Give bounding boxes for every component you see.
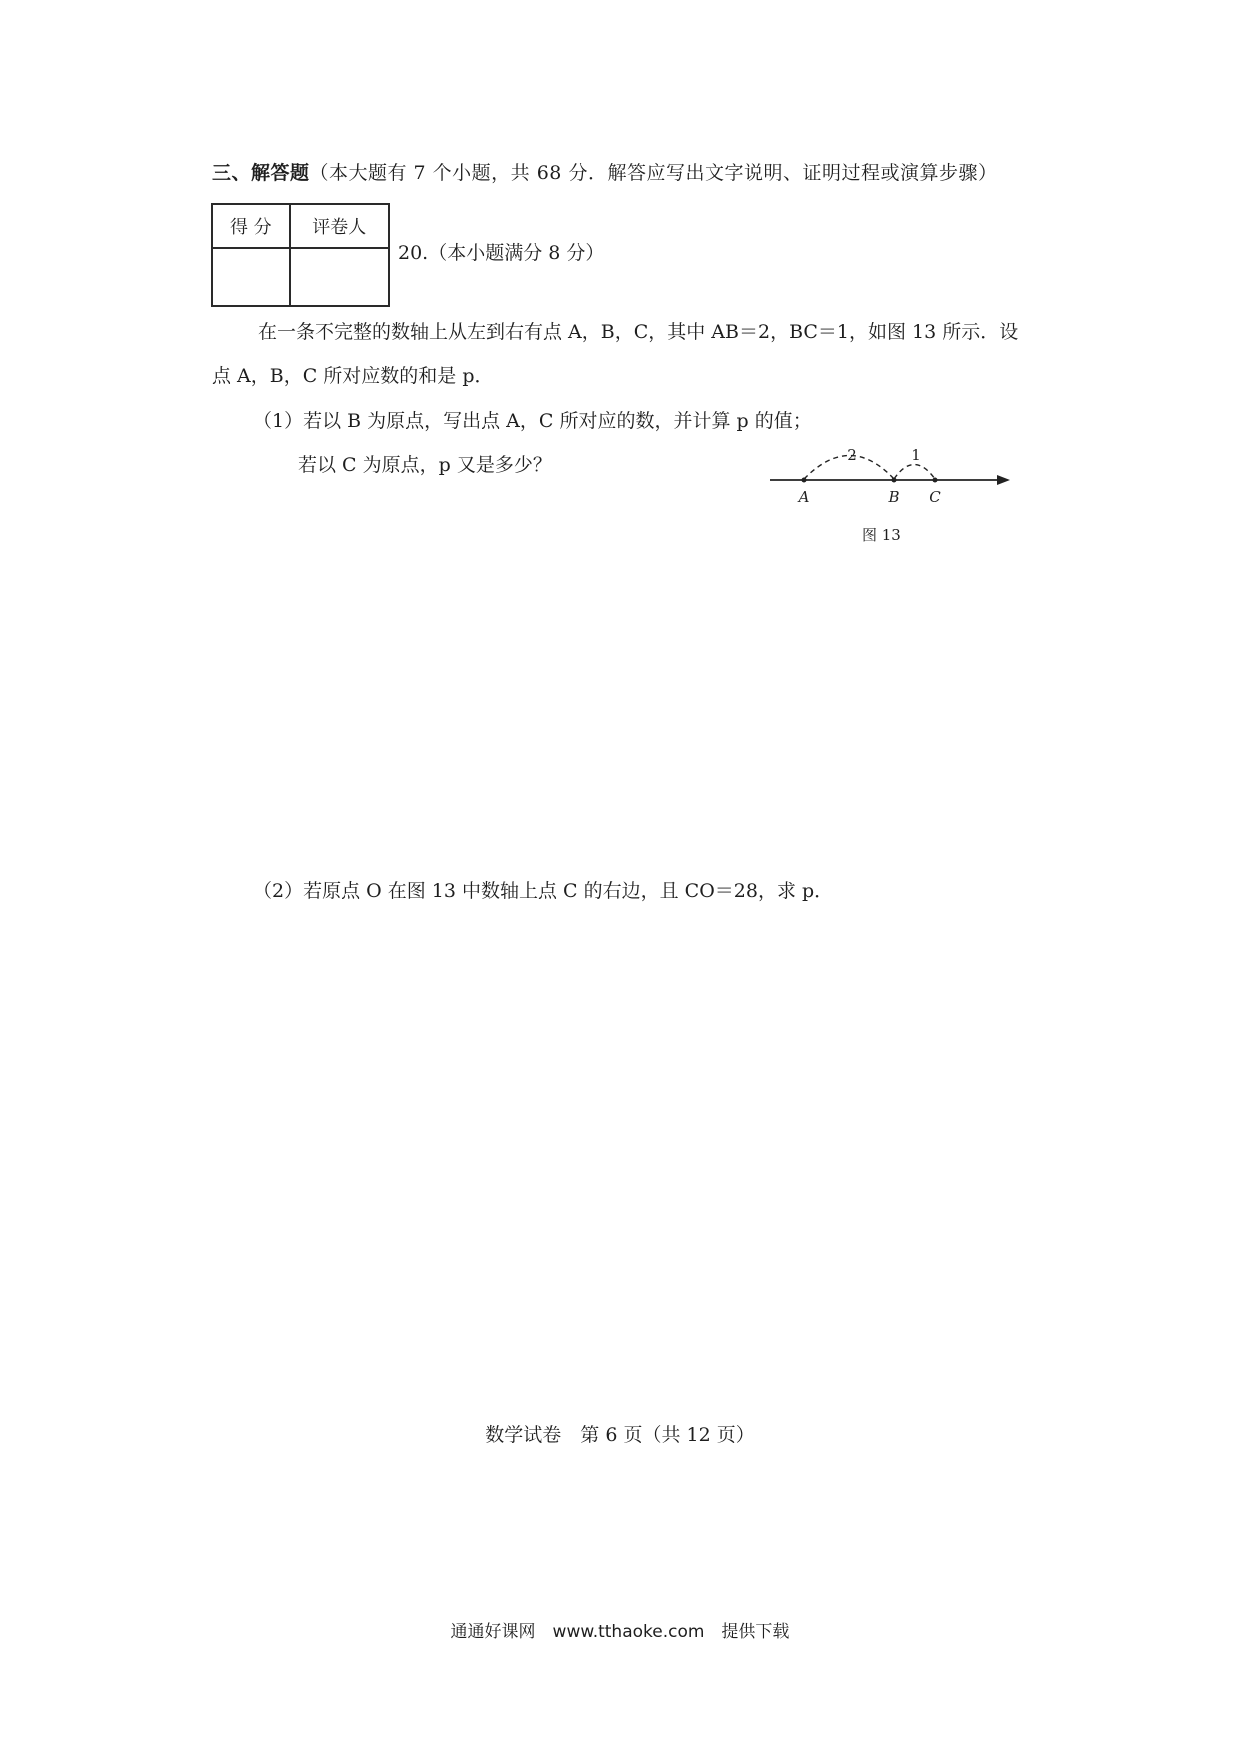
site-credit: 通通好课网 www.tthaoke.com 提供下载 bbox=[450, 1622, 790, 1642]
question-part1-line2: 若以 C 为原点，p 又是多少？ bbox=[298, 454, 552, 476]
section-note: （本大题有 7 个小题，共 68 分．解答应写出文字说明、证明过程或演算步骤） bbox=[309, 162, 998, 184]
score-table bbox=[211, 203, 390, 307]
question-intro-line2: 点 A，B，C 所对应数的和是 p． bbox=[212, 365, 494, 387]
point-c-mark bbox=[933, 478, 938, 483]
grader-input-cell bbox=[290, 248, 389, 306]
segment-label-ab: 2 bbox=[847, 446, 857, 464]
section-heading bbox=[212, 158, 997, 185]
point-b-mark bbox=[892, 478, 897, 483]
point-label-b: B bbox=[888, 488, 900, 506]
segment-label-bc: 1 bbox=[911, 446, 921, 464]
point-a-mark bbox=[802, 478, 807, 483]
question-part2: （2）若原点 O 在图 13 中数轴上点 C 的右边，且 CO＝28，求 p． bbox=[253, 880, 834, 902]
point-label-c: C bbox=[929, 488, 941, 506]
question-part1-line1: （1）若以 B 为原点，写出点 A，C 所对应的数，并计算 p 的值； bbox=[253, 410, 812, 432]
section-label: 三、解答题 bbox=[212, 162, 310, 184]
question-intro-line1: 在一条不完整的数轴上从左到右有点 A，B，C，其中 AB＝2，BC＝1，如图 13 所示．设 bbox=[258, 321, 1019, 343]
arc-bc bbox=[894, 465, 935, 480]
score-header-cell: 得 分 bbox=[212, 204, 290, 248]
score-input-cell bbox=[212, 248, 290, 306]
figure-caption: 图 13 bbox=[862, 526, 901, 544]
question-title: 20.（本小题满分 8 分） bbox=[398, 242, 605, 264]
grader-header-cell: 评卷人 bbox=[290, 204, 389, 248]
axis-arrow-icon bbox=[997, 475, 1010, 485]
page-footer: 数学试卷 第 6 页（共 12 页） bbox=[485, 1424, 755, 1446]
point-label-a: A bbox=[798, 488, 810, 506]
